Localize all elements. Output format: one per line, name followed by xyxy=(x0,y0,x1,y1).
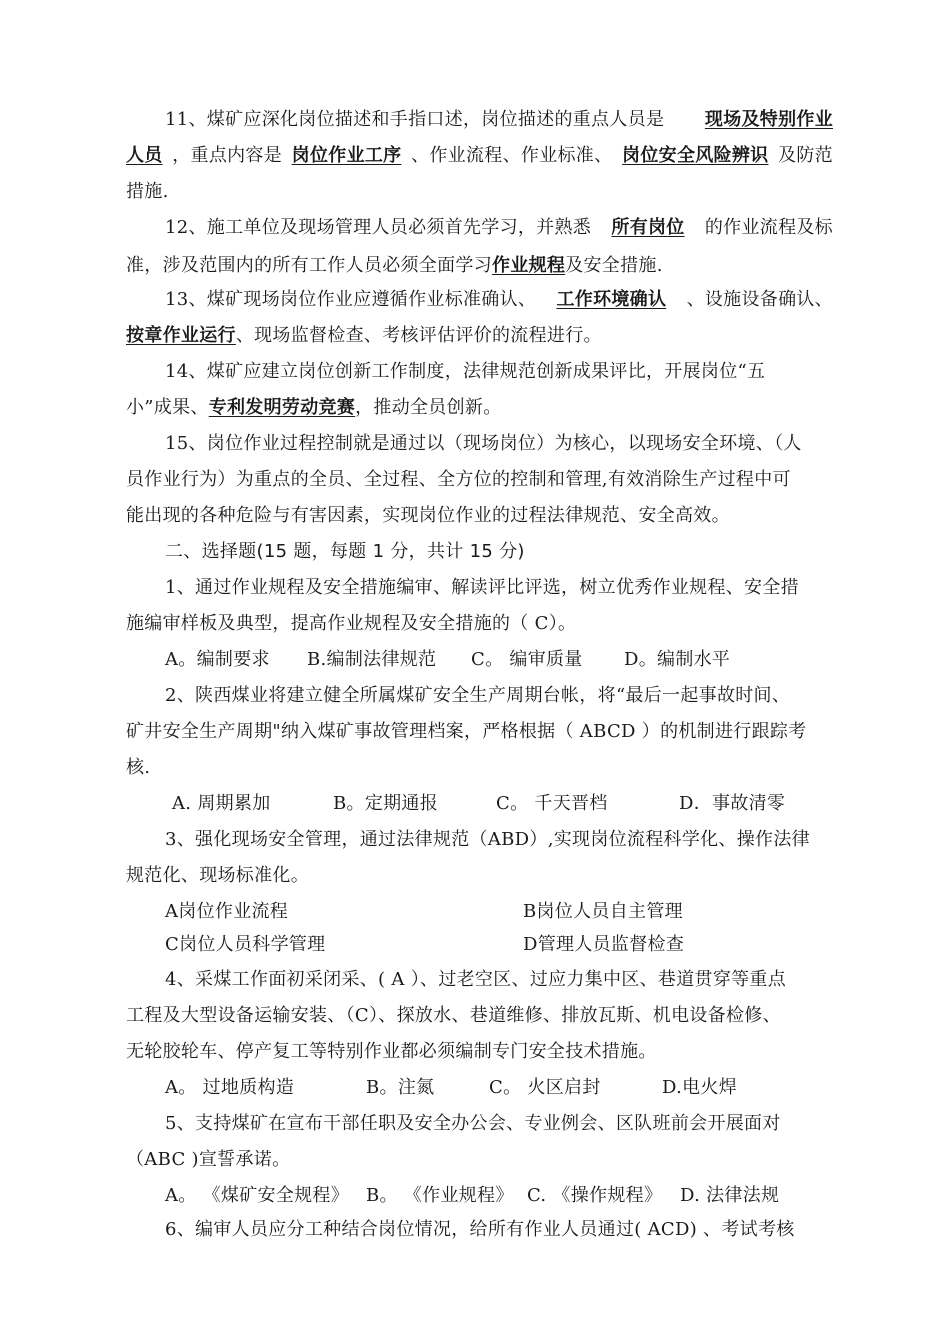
option-a: A。编制要求 xyxy=(165,649,270,670)
text-segment: 的作业流程及标 xyxy=(704,217,833,238)
option-c: C岗位人员科学管理 xyxy=(165,934,326,955)
text-segment: 14、煤矿应建立岗位创新工作制度，法律规范创新成果评比，开展岗位“五 xyxy=(165,361,766,382)
fill-item-11-line-1 xyxy=(165,108,833,132)
text-segment: 、现场监督检查、考核评估评价的流程进行。 xyxy=(235,325,602,346)
question-text-line: 施编审样板及典型，提高作业规程及安全措施的（ C）。 xyxy=(126,613,577,634)
option-b: B。 《作业规程》 xyxy=(366,1185,514,1206)
fill-item-12-line-2 xyxy=(126,254,663,278)
text-segment: 、作业流程、作业标准、 xyxy=(411,145,613,166)
question-text-line: 6、编审人员应分工种结合岗位情况，给所有作业人员通过( ACD) 、考试考核 xyxy=(165,1219,795,1240)
option-d: D. 法律法规 xyxy=(680,1185,780,1206)
text-segment: 及安全措施. xyxy=(565,255,663,276)
answer-underlined: 工作环境确认 xyxy=(556,289,667,310)
text-segment: 小”成果、 xyxy=(126,397,209,418)
answer-underlined: 按章作业运行 xyxy=(126,325,236,346)
fill-item-13-line-2 xyxy=(126,324,602,348)
fill-item-11-line-3 xyxy=(126,180,169,204)
fill-item-15-line-2 xyxy=(126,468,833,492)
fill-item-14-line-2 xyxy=(126,396,502,420)
answer-underlined: 岗位作业工序 xyxy=(291,145,402,166)
option-c: C。 千天晋档 xyxy=(496,793,608,814)
option-d: D．事故清零 xyxy=(679,793,786,814)
fill-item-15-line-3 xyxy=(126,504,730,528)
question-text-line: 矿井安全生产周期"纳入煤矿事故管理档案，严格根据（ ABCD ）的机制进行跟踪考 xyxy=(126,721,807,742)
text-segment: 13、煤矿现场岗位作业应遵循作业标准确认、 xyxy=(165,289,537,310)
option-a: A. 周期累加 xyxy=(172,793,271,814)
text-segment: 11、煤矿应深化岗位描述和手指口述，岗位描述的重点人员是 xyxy=(165,109,665,130)
question-text-line: 3、强化现场安全管理，通过法律规范（ABD）,实现岗位流程科学化、操作法律 xyxy=(165,829,810,850)
fill-item-15-line-1 xyxy=(165,432,833,456)
fill-item-13-line-1 xyxy=(165,288,833,312)
fill-item-14-line-1 xyxy=(165,360,833,384)
fill-item-12-line-1 xyxy=(165,216,833,240)
question-text-line: 2、陕西煤业将建立健全所属煤矿安全生产周期台帐，将“最后一起事故时间、 xyxy=(165,685,791,706)
option-d: D管理人员监督检查 xyxy=(523,934,685,955)
question-text-line: 4、采煤工作面初采闭采、( A ）、过老空区、过应力集中区、巷道贯穿等重点 xyxy=(165,969,787,990)
answer-underlined: 人员 xyxy=(126,145,163,166)
option-b: B岗位人员自主管理 xyxy=(523,901,683,922)
option-c: C。 火区启封 xyxy=(489,1077,601,1098)
option-b: B。定期通报 xyxy=(333,793,439,814)
text-segment: 准，涉及范围内的所有工作人员必须全面学习 xyxy=(126,255,492,276)
question-text-line: 工程及大型设备运输安装、（C）、探放水、巷道维修、排放瓦斯、机电设备检修、 xyxy=(126,1005,781,1026)
option-c: C. 《操作规程》 xyxy=(527,1185,663,1206)
answer-underlined: 专利发明劳动竞赛 xyxy=(208,397,356,418)
question-text-line: 规范化、现场标准化。 xyxy=(126,865,309,886)
option-b: B。注氮 xyxy=(366,1077,435,1098)
text-segment: 及防范 xyxy=(778,145,833,166)
option-a: A。 过地质构造 xyxy=(165,1077,295,1098)
text-segment: 能出现的各种危险与有害因素，实现岗位作业的过程法律规范、安全高效。 xyxy=(126,505,730,526)
text-segment: 措施. xyxy=(126,181,169,202)
option-b: B.编制法律规范 xyxy=(307,649,437,670)
question-text-line: 无轮胶轮车、停产复工等特别作业都必须编制专门安全技术措施。 xyxy=(126,1041,657,1062)
option-d: D。编制水平 xyxy=(624,649,731,670)
option-a: A岗位作业流程 xyxy=(165,901,289,922)
question-text-line: 1、通过作业规程及安全措施编审、解读评比评选，树立优秀作业规程、安全措 xyxy=(165,577,799,598)
answer-underlined: 岗位安全风险辨识 xyxy=(622,145,769,166)
option-c: C。 编审质量 xyxy=(471,649,583,670)
answer-underlined: 现场及特别作业 xyxy=(704,109,833,130)
text-segment: 12、施工单位及现场管理人员必须首先学习，并熟悉 xyxy=(165,217,592,238)
answer-underlined: 作业规程 xyxy=(492,255,566,276)
text-segment: 员作业行为）为重点的全员、全过程、全方位的控制和管理,有效消除生产过程中可 xyxy=(126,469,791,490)
text-segment: 、设施设备确认、 xyxy=(686,289,833,310)
answer-underlined: 所有岗位 xyxy=(611,217,685,238)
text-segment: ，重点内容是 xyxy=(172,145,283,166)
question-text-line: 核. xyxy=(126,757,151,778)
fill-item-11-line-2 xyxy=(126,144,833,168)
text-segment: ，推动全员创新。 xyxy=(355,397,502,418)
option-d: D.电火焊 xyxy=(662,1077,738,1098)
question-text-line: 5、支持煤矿在宣布干部任职及安全办公会、专业例会、区队班前会开展面对 xyxy=(165,1113,781,1134)
option-a: A。 《煤矿安全规程》 xyxy=(165,1185,350,1206)
section-heading: 二、选择题(15 题，每题 1 分，共计 15 分) xyxy=(165,541,525,562)
text-segment: 15、岗位作业过程控制就是通过以（现场岗位）为核心，以现场安全环境、（人 xyxy=(165,433,802,454)
question-text-line: （ABC )宣誓承诺。 xyxy=(126,1149,291,1170)
